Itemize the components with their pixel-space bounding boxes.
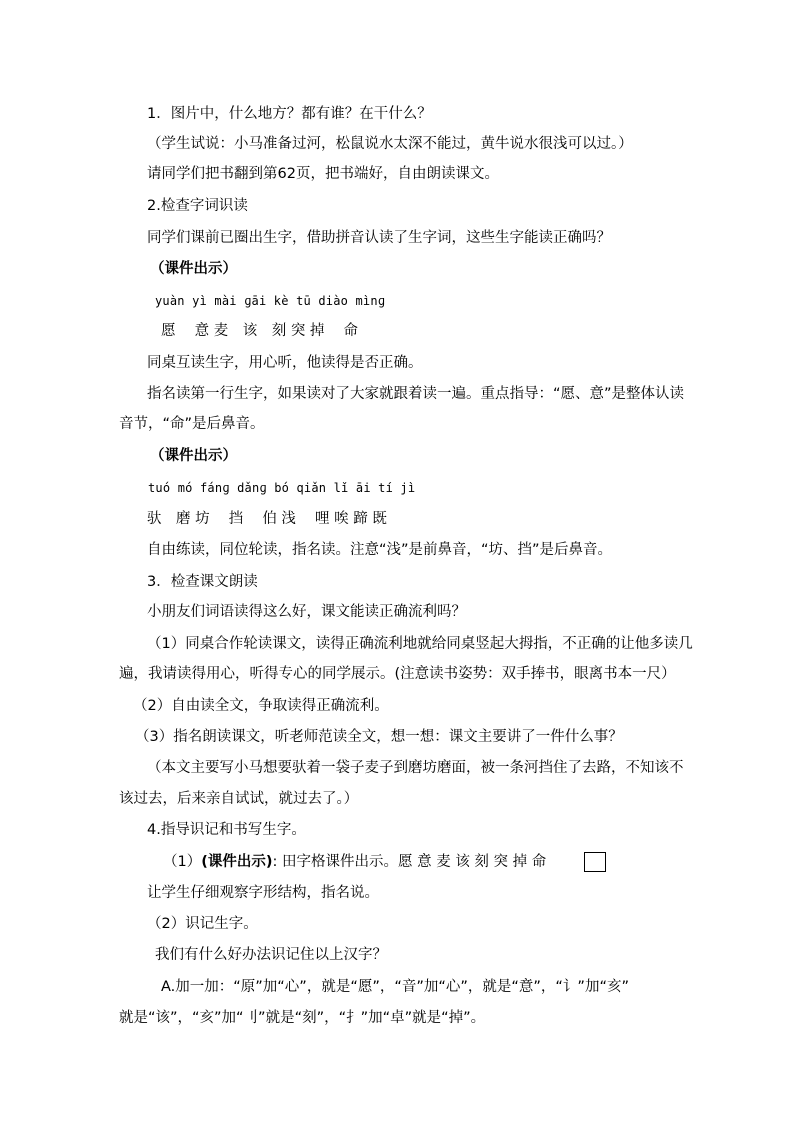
paragraph-line-11: 音节，“命”是后鼻音。: [119, 416, 265, 432]
paragraph-line-9: 同桌互读生字，用心听，他读得是否正确。: [147, 355, 423, 371]
courseware-label: （课件出示）: [150, 261, 237, 277]
courseware-label-inline: (课件出示): [201, 854, 273, 870]
paragraph-line-17: 小朋友们词语读得这么好，课文能读正确流利吗？: [147, 604, 466, 620]
paragraph-line-21: （3）指名朗读课文，听老师范读全文，想一想：课文主要讲了一件什么事？: [135, 729, 623, 745]
character-row-2: 驮 磨 坊 挡 伯 浅 哩 唉 蹄 既: [147, 511, 387, 527]
paragraph-line-2: （学生试说：小马准备过河，松鼠说水太深不能过，黄牛说水很浅可以过。）: [147, 136, 633, 152]
writing-practice-line: [163, 852, 546, 872]
paragraph-line-5: 同学们课前已圈出生字，借助拼音认读了生字词，这些生字能读正确吗？: [147, 230, 611, 246]
paragraph-line-3: 请同学们把书翻到第62页，把书端好，自由朗读课文。: [147, 166, 499, 182]
paragraph-line-1: 1．图片中，什么地方？都有谁？在干什么？: [147, 106, 432, 122]
paragraph-line-15: 自由练读，同位轮读，指名读。注意“浅”是前鼻音，“坊、挡”是后鼻音。: [147, 542, 613, 558]
paragraph-line-28: 我们有什么好办法识记住以上汉字？: [155, 947, 387, 963]
paragraph-line-18: （1）同桌合作轮读课文，读得正确流利地就给同桌竖起大拇指，不正确的让他多读几: [147, 636, 693, 652]
grid-description: : 田字格课件出示。愿 意 麦 该 刻 突 掉 命: [272, 854, 547, 870]
pinyin-row-2: tuó mó fánɡ dǎnɡ bó qiǎn lǐ āi tí jì: [148, 481, 416, 495]
paragraph-line-23: 该过去，后来亲自试试，就过去了。）: [119, 791, 359, 807]
paragraph-line-20: （2）自由读全文，争取读得正确流利。: [133, 698, 389, 714]
paragraph-line-29: A.加一加：“原”加“心”，就是“愿”，“音”加“心”，就是“意”，“讠”加“亥”: [161, 979, 629, 995]
courseware-label: （课件出示）: [150, 448, 237, 464]
paragraph-line-30: 就是“该”，“亥”加“刂”就是“刻”，“扌”加“卓”就是“掉”。: [119, 1010, 486, 1026]
section-heading-2: 2.检查字词识读: [147, 198, 248, 214]
section-heading-3: 3．检查课文朗读: [147, 574, 258, 590]
section-heading-4: 4.指导识记和书写生字。: [147, 822, 306, 838]
paragraph-line-19: 遍，我请读得用心，听得专心的同学展示。(注意读书姿势：双手捧书，眼离书本一尺）: [119, 666, 676, 682]
paragraph-line-22: （本文主要写小马想要驮着一袋子麦子到磨坊磨面，被一条河挡住了去路，不知该不: [147, 760, 684, 776]
paragraph-line-10: 指名读第一行生字，如果读对了大家就跟着读一遍。重点指导：“愿、意”是整体认读: [147, 386, 685, 402]
item-number: （1）: [163, 854, 202, 870]
pinyin-row-1: yuàn yì mài ɡāi kè tū diào mìnɡ: [155, 294, 386, 308]
tianzige-grid-box: [584, 852, 606, 872]
character-row-1: 愿 意 麦 该 刻 突 掉 命: [161, 323, 359, 339]
paragraph-line-27: （2）识记生字。: [147, 916, 258, 932]
paragraph-line-26: 让学生仔细观察字形结构，指名说。: [147, 885, 379, 901]
